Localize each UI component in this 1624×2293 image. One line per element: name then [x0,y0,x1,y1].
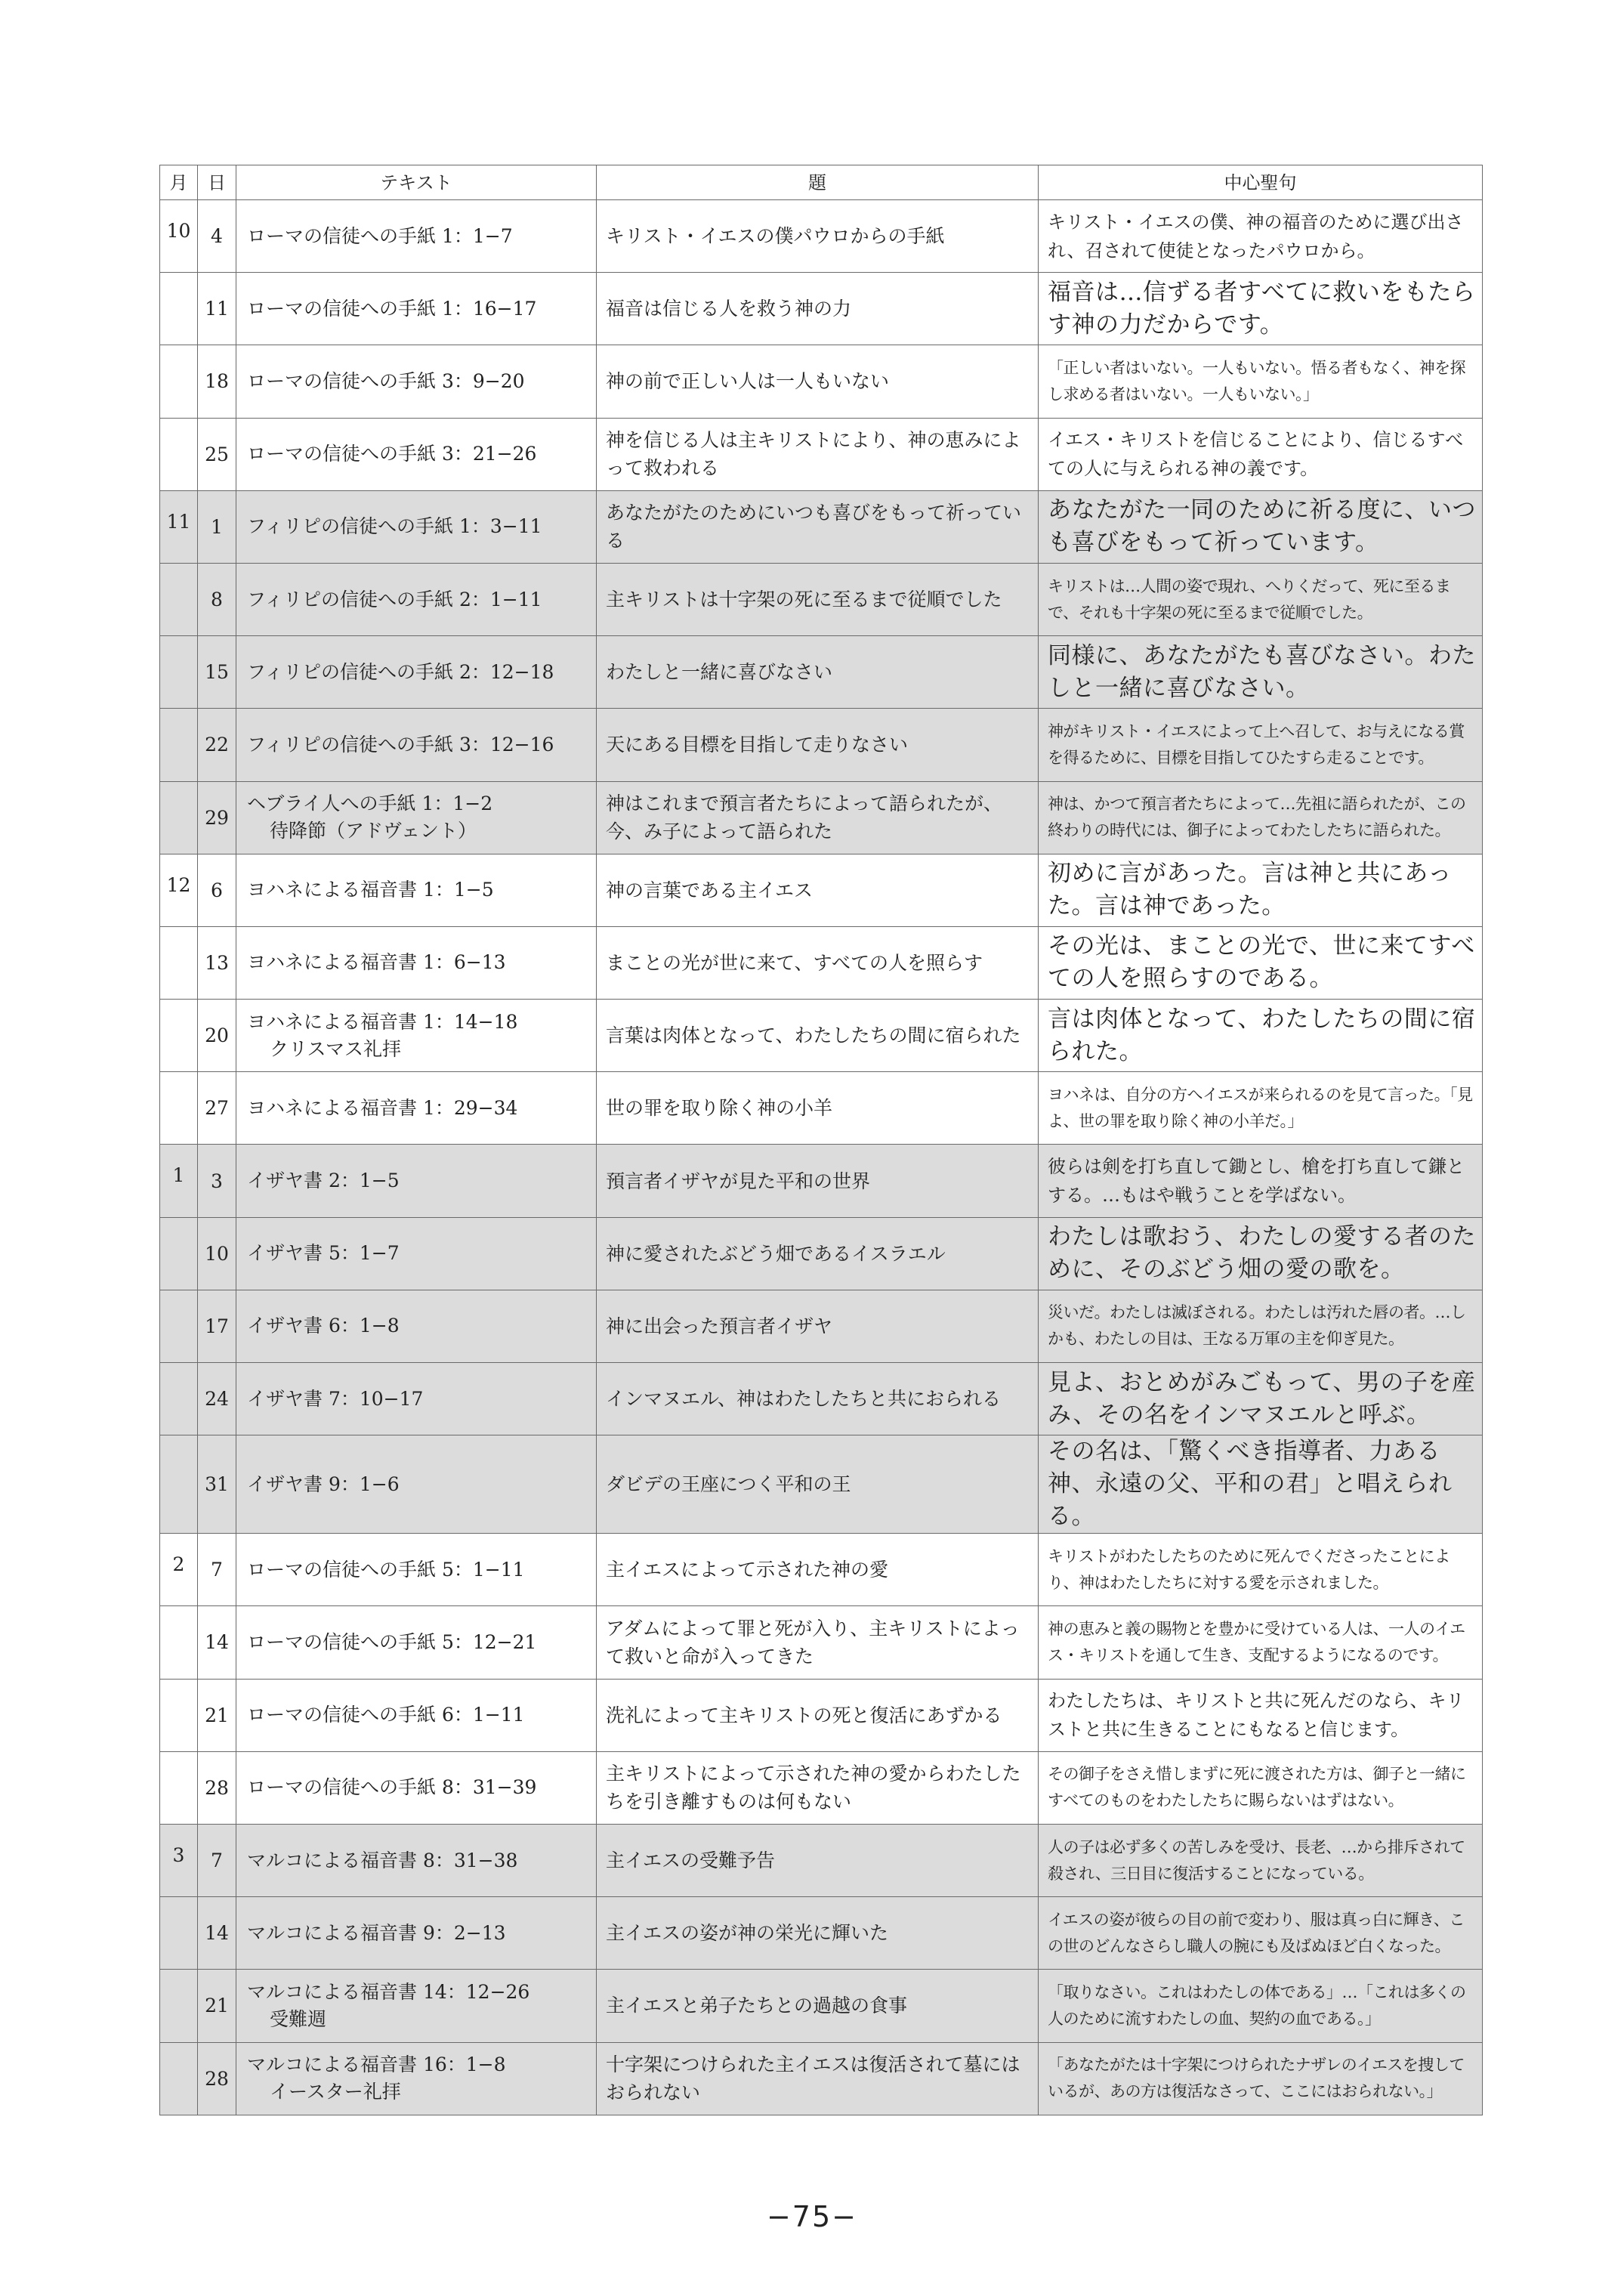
header-row [160,165,1483,200]
header-title: 題 [597,165,1039,200]
text-cell [236,709,597,781]
table-row [160,1824,1483,1896]
verse-cell: 神は、かつて預言者たちによって…先祖に語られたが、この終わりの時代には、御子によってわたしたちに語られた。 [1039,781,1483,854]
day-cell: 28 [198,1751,236,1824]
table-row [160,200,1483,273]
table-row [160,2042,1483,2115]
table-row [160,1679,1483,1751]
day-cell: 15 [198,636,236,709]
title-cell: 言葉は肉体となって、わたしたちの間に宿られた [597,1000,1039,1072]
verse-cell: イエス・キリストを信じることにより、信じるすべての人に与えられる神の義です。 [1039,418,1483,490]
month-cell [160,418,198,490]
title-cell: キリスト・イエスの僕パウロからの手紙 [597,200,1039,273]
header-month: 月 [160,165,198,200]
scripture-reference: イザヤ書 9：1−6 [247,1473,400,1495]
title-cell: あなたがたのためにいつも喜びをもって祈っている [597,490,1039,563]
month-cell [160,1897,198,1970]
verse-cell: 見よ、おとめがみごもって、男の子を産み、その名をインマヌエルと呼ぶ。 [1039,1363,1483,1435]
month-cell: 12 [160,854,198,926]
table-row [160,490,1483,563]
day-cell: 1 [198,490,236,563]
verse-cell: あなたがた一同のために祈る度に、いつも喜びをもって祈っています。 [1039,490,1483,563]
scripture-reference: ローマの信徒への手紙 6：1−11 [247,1704,525,1726]
title-cell: 神に愛されたぶどう畑であるイスラエル [597,1217,1039,1290]
month-cell [160,1363,198,1435]
text-cell [236,1606,597,1679]
title-cell: 主イエスによって示された神の愛 [597,1534,1039,1606]
table-row [160,1897,1483,1970]
text-cell [236,1534,597,1606]
table-row [160,1606,1483,1679]
scripture-reference: ローマの信徒への手紙 5：1−11 [247,1558,525,1581]
month-cell [160,1679,198,1751]
month-cell: 3 [160,1824,198,1896]
day-cell: 29 [198,781,236,854]
title-cell: 主イエスの姿が神の栄光に輝いた [597,1897,1039,1970]
title-cell: 主キリストによって示された神の愛からわたしたちを引き離すものは何もない [597,1751,1039,1824]
table-row [160,781,1483,854]
day-cell: 20 [198,1000,236,1072]
text-cell [236,490,597,563]
day-cell: 17 [198,1290,236,1362]
table-row [160,1217,1483,1290]
day-cell: 11 [198,273,236,345]
header-text: テキスト [236,165,597,200]
day-cell: 21 [198,1970,236,2042]
verse-cell: 災いだ。わたしは滅ぼされる。わたしは汚れた唇の者。…しかも、わたしの目は、王なる万軍の主を仰ぎ見た。 [1039,1290,1483,1362]
scripture-reference: ヨハネによる福音書 1：1−5 [247,879,494,901]
occasion-label: イースター礼拝 [270,2081,401,2103]
title-cell: 主キリストは十字架の死に至るまで従順でした [597,563,1039,635]
title-cell: まことの光が世に来て、すべての人を照らす [597,926,1039,999]
verse-cell: イエスの姿が彼らの目の前で変わり、服は真っ白に輝き、この世のどんなさらし職人の腕にも及ばぬほど白くなった。 [1039,1897,1483,1970]
day-cell: 24 [198,1363,236,1435]
month-cell [160,1435,198,1534]
day-cell: 8 [198,563,236,635]
text-cell [236,1751,597,1824]
table-row [160,1290,1483,1362]
text-cell [236,1897,597,1970]
table-row [160,926,1483,999]
month-cell [160,781,198,854]
text-cell [236,854,597,926]
month-cell [160,1000,198,1072]
text-cell [236,1435,597,1534]
verse-cell: その名は、「驚くべき指導者、力ある神、永遠の父、平和の君」と唱えられる。 [1039,1435,1483,1534]
day-cell: 28 [198,2042,236,2115]
table-row [160,1751,1483,1824]
scripture-reference: マルコによる福音書 14：12−26 [247,1980,530,2003]
title-cell: 預言者イザヤが見た平和の世界 [597,1145,1039,1217]
month-cell [160,273,198,345]
day-cell: 14 [198,1606,236,1679]
day-cell: 22 [198,709,236,781]
day-cell: 14 [198,1897,236,1970]
scripture-reference: ローマの信徒への手紙 8：31−39 [247,1776,537,1799]
month-cell [160,1072,198,1145]
verse-cell: ヨハネは、自分の方へイエスが来られるのを見て言った。「見よ、世の罪を取り除く神の小羊だ。」 [1039,1072,1483,1145]
scripture-reference: ローマの信徒への手紙 5：12−21 [247,1630,537,1653]
day-cell: 10 [198,1217,236,1290]
title-cell: わたしと一緒に喜びなさい [597,636,1039,709]
text-cell [236,1000,597,1072]
month-cell [160,345,198,418]
day-cell: 7 [198,1534,236,1606]
scripture-reference: フィリピの信徒への手紙 1：3−11 [247,515,542,538]
verse-cell: 「取りなさい。これはわたしの体である」…「これは多くの人のために流すわたしの血、契約の血である。」 [1039,1970,1483,2042]
scripture-reference: フィリピの信徒への手紙 3：12−16 [247,733,554,756]
title-cell: 天にある目標を目指して走りなさい [597,709,1039,781]
text-cell [236,636,597,709]
verse-cell: わたしは歌おう、わたしの愛する者のために、そのぶどう畑の愛の歌を。 [1039,1217,1483,1290]
month-cell [160,1217,198,1290]
table-row [160,418,1483,490]
scripture-reference: ローマの信徒への手紙 1：1−7 [247,224,513,247]
month-cell [160,1970,198,2042]
text-cell [236,1363,597,1435]
scripture-reference: ヨハネによる福音書 1：14−18 [247,1010,518,1033]
title-cell: 神を信じる人は主キリストにより、神の恵みによって救われる [597,418,1039,490]
table-row [160,273,1483,345]
verse-cell: 彼らは剣を打ち直して鋤とし、槍を打ち直して鎌とする。…もはや戦うことを学ばない。 [1039,1145,1483,1217]
title-cell: ダビデの王座につく平和の王 [597,1435,1039,1534]
text-cell [236,1679,597,1751]
title-cell: 世の罪を取り除く神の小羊 [597,1072,1039,1145]
verse-cell: 神がキリスト・イエスによって上へ召して、お与えになる賞を得るために、目標を目指してひたすら走ることです。 [1039,709,1483,781]
title-cell: 洗礼によって主キリストの死と復活にあずかる [597,1679,1039,1751]
table-row [160,1534,1483,1606]
scripture-reference: イザヤ書 5：1−7 [247,1242,400,1265]
verse-cell: その御子をさえ惜しまずに死に渡された方は、御子と一緒にすべてのものをわたしたちに賜らないはずはない。 [1039,1751,1483,1824]
scripture-reference: ヨハネによる福音書 1：29−34 [247,1096,518,1119]
verse-cell: その光は、まことの光で、世に来てすべての人を照らすのである。 [1039,926,1483,999]
text-cell [236,345,597,418]
table-row [160,1000,1483,1072]
header-day: 日 [198,165,236,200]
title-cell: 神の前で正しい人は一人もいない [597,345,1039,418]
table-row [160,1435,1483,1534]
title-cell: 神はこれまで預言者たちによって語られたが、今、み子によって語られた [597,781,1039,854]
verse-cell: キリスト・イエスの僕、神の福音のために選び出され、召されて使徒となったパウロから。 [1039,200,1483,273]
text-cell [236,273,597,345]
scripture-reference: イザヤ書 6：1−8 [247,1315,400,1337]
month-cell [160,1751,198,1824]
month-cell [160,709,198,781]
title-cell: 主イエスと弟子たちとの過越の食事 [597,1970,1039,2042]
text-cell [236,418,597,490]
month-cell: 1 [160,1145,198,1217]
text-cell [236,1970,597,2042]
title-cell: インマヌエル、神はわたしたちと共におられる [597,1363,1039,1435]
page-number: −75− [766,2200,858,2233]
table-row [160,636,1483,709]
scripture-reference: ローマの信徒への手紙 3：21−26 [247,443,537,465]
day-cell: 7 [198,1824,236,1896]
month-cell: 11 [160,490,198,563]
text-cell [236,563,597,635]
month-cell [160,1606,198,1679]
text-cell [236,1290,597,1362]
text-cell [236,1145,597,1217]
table-row [160,1072,1483,1145]
day-cell: 13 [198,926,236,999]
table-row [160,1970,1483,2042]
verse-cell: 神の恵みと義の賜物とを豊かに受けている人は、一人のイエス・キリストを通して生き、支配するようになるのです。 [1039,1606,1483,1679]
occasion-label: 受難週 [270,2007,327,2030]
scripture-reference: ヨハネによる福音書 1：6−13 [247,951,506,974]
month-cell: 10 [160,200,198,273]
scripture-reference: ローマの信徒への手紙 3：9−20 [247,369,525,392]
text-cell [236,2042,597,2115]
title-cell: 主イエスの受難予告 [597,1824,1039,1896]
scripture-reference: イザヤ書 7：10−17 [247,1387,424,1410]
occasion-label: 待降節（アドヴェント） [270,820,477,842]
table-row [160,709,1483,781]
day-cell: 21 [198,1679,236,1751]
schedule-table [159,165,1483,2115]
month-cell [160,926,198,999]
text-cell [236,1824,597,1896]
verse-cell: 福音は…信ずる者すべてに救いをもたらす神の力だからです。 [1039,273,1483,345]
text-cell [236,1217,597,1290]
scripture-reference: イザヤ書 2：1−5 [247,1170,400,1192]
scripture-reference: ヘブライ人への手紙 1：1−2 [247,793,493,815]
day-cell: 3 [198,1145,236,1217]
day-cell: 31 [198,1435,236,1534]
scripture-reference: フィリピの信徒への手紙 2：12−18 [247,660,554,683]
verse-cell: 初めに言があった。言は神と共にあった。言は神であった。 [1039,854,1483,926]
day-cell: 6 [198,854,236,926]
verse-cell: 「あなたがたは十字架につけられたナザレのイエスを捜しているが、あの方は復活なさって、ここにはおられない。」 [1039,2042,1483,2115]
table-row [160,345,1483,418]
table-row [160,854,1483,926]
scripture-reference: ローマの信徒への手紙 1：16−17 [247,297,537,320]
month-cell [160,2042,198,2115]
schedule-body [160,200,1483,2115]
table-row [160,1363,1483,1435]
text-cell [236,926,597,999]
scripture-reference: マルコによる福音書 9：2−13 [247,1921,506,1944]
verse-cell: 人の子は必ず多くの苦しみを受け、長老、…から排斥されて殺され、三日目に復活することになっている。 [1039,1824,1483,1896]
verse-cell: 「正しい者はいない。一人もいない。悟る者もなく、神を探し求める者はいない。一人もいない。」 [1039,345,1483,418]
text-cell [236,200,597,273]
title-cell: 神に出会った預言者イザヤ [597,1290,1039,1362]
verse-cell: 言は肉体となって、わたしたちの間に宿られた。 [1039,1000,1483,1072]
title-cell: アダムによって罪と死が入り、主キリストによって救いと命が入ってきた [597,1606,1039,1679]
day-cell: 18 [198,345,236,418]
verse-cell: キリストは…人間の姿で現れ、へりくだって、死に至るまで、それも十字架の死に至るまで従順でした。 [1039,563,1483,635]
month-cell [160,563,198,635]
title-cell: 十字架につけられた主イエスは復活されて墓にはおられない [597,2042,1039,2115]
verse-cell: キリストがわたしたちのために死んでくださったことにより、神はわたしたちに対する愛を示されました。 [1039,1534,1483,1606]
title-cell: 神の言葉である主イエス [597,854,1039,926]
month-cell [160,636,198,709]
text-cell [236,781,597,854]
table-row [160,563,1483,635]
scripture-reference: マルコによる福音書 8：31−38 [247,1849,518,1871]
verse-cell: わたしたちは、キリストと共に死んだのなら、キリストと共に生きることにもなると信じます。 [1039,1679,1483,1751]
month-cell: 2 [160,1534,198,1606]
day-cell: 4 [198,200,236,273]
verse-cell: 同様に、あなたがたも喜びなさい。わたしと一緒に喜びなさい。 [1039,636,1483,709]
header-verse: 中心聖句 [1039,165,1483,200]
scripture-reference: フィリピの信徒への手紙 2：1−11 [247,588,542,610]
month-cell [160,1290,198,1362]
day-cell: 27 [198,1072,236,1145]
table-row [160,1145,1483,1217]
title-cell: 福音は信じる人を救う神の力 [597,273,1039,345]
scripture-reference: マルコによる福音書 16：1−8 [247,2054,506,2076]
occasion-label: クリスマス礼拝 [270,1037,402,1060]
day-cell: 25 [198,418,236,490]
text-cell [236,1072,597,1145]
